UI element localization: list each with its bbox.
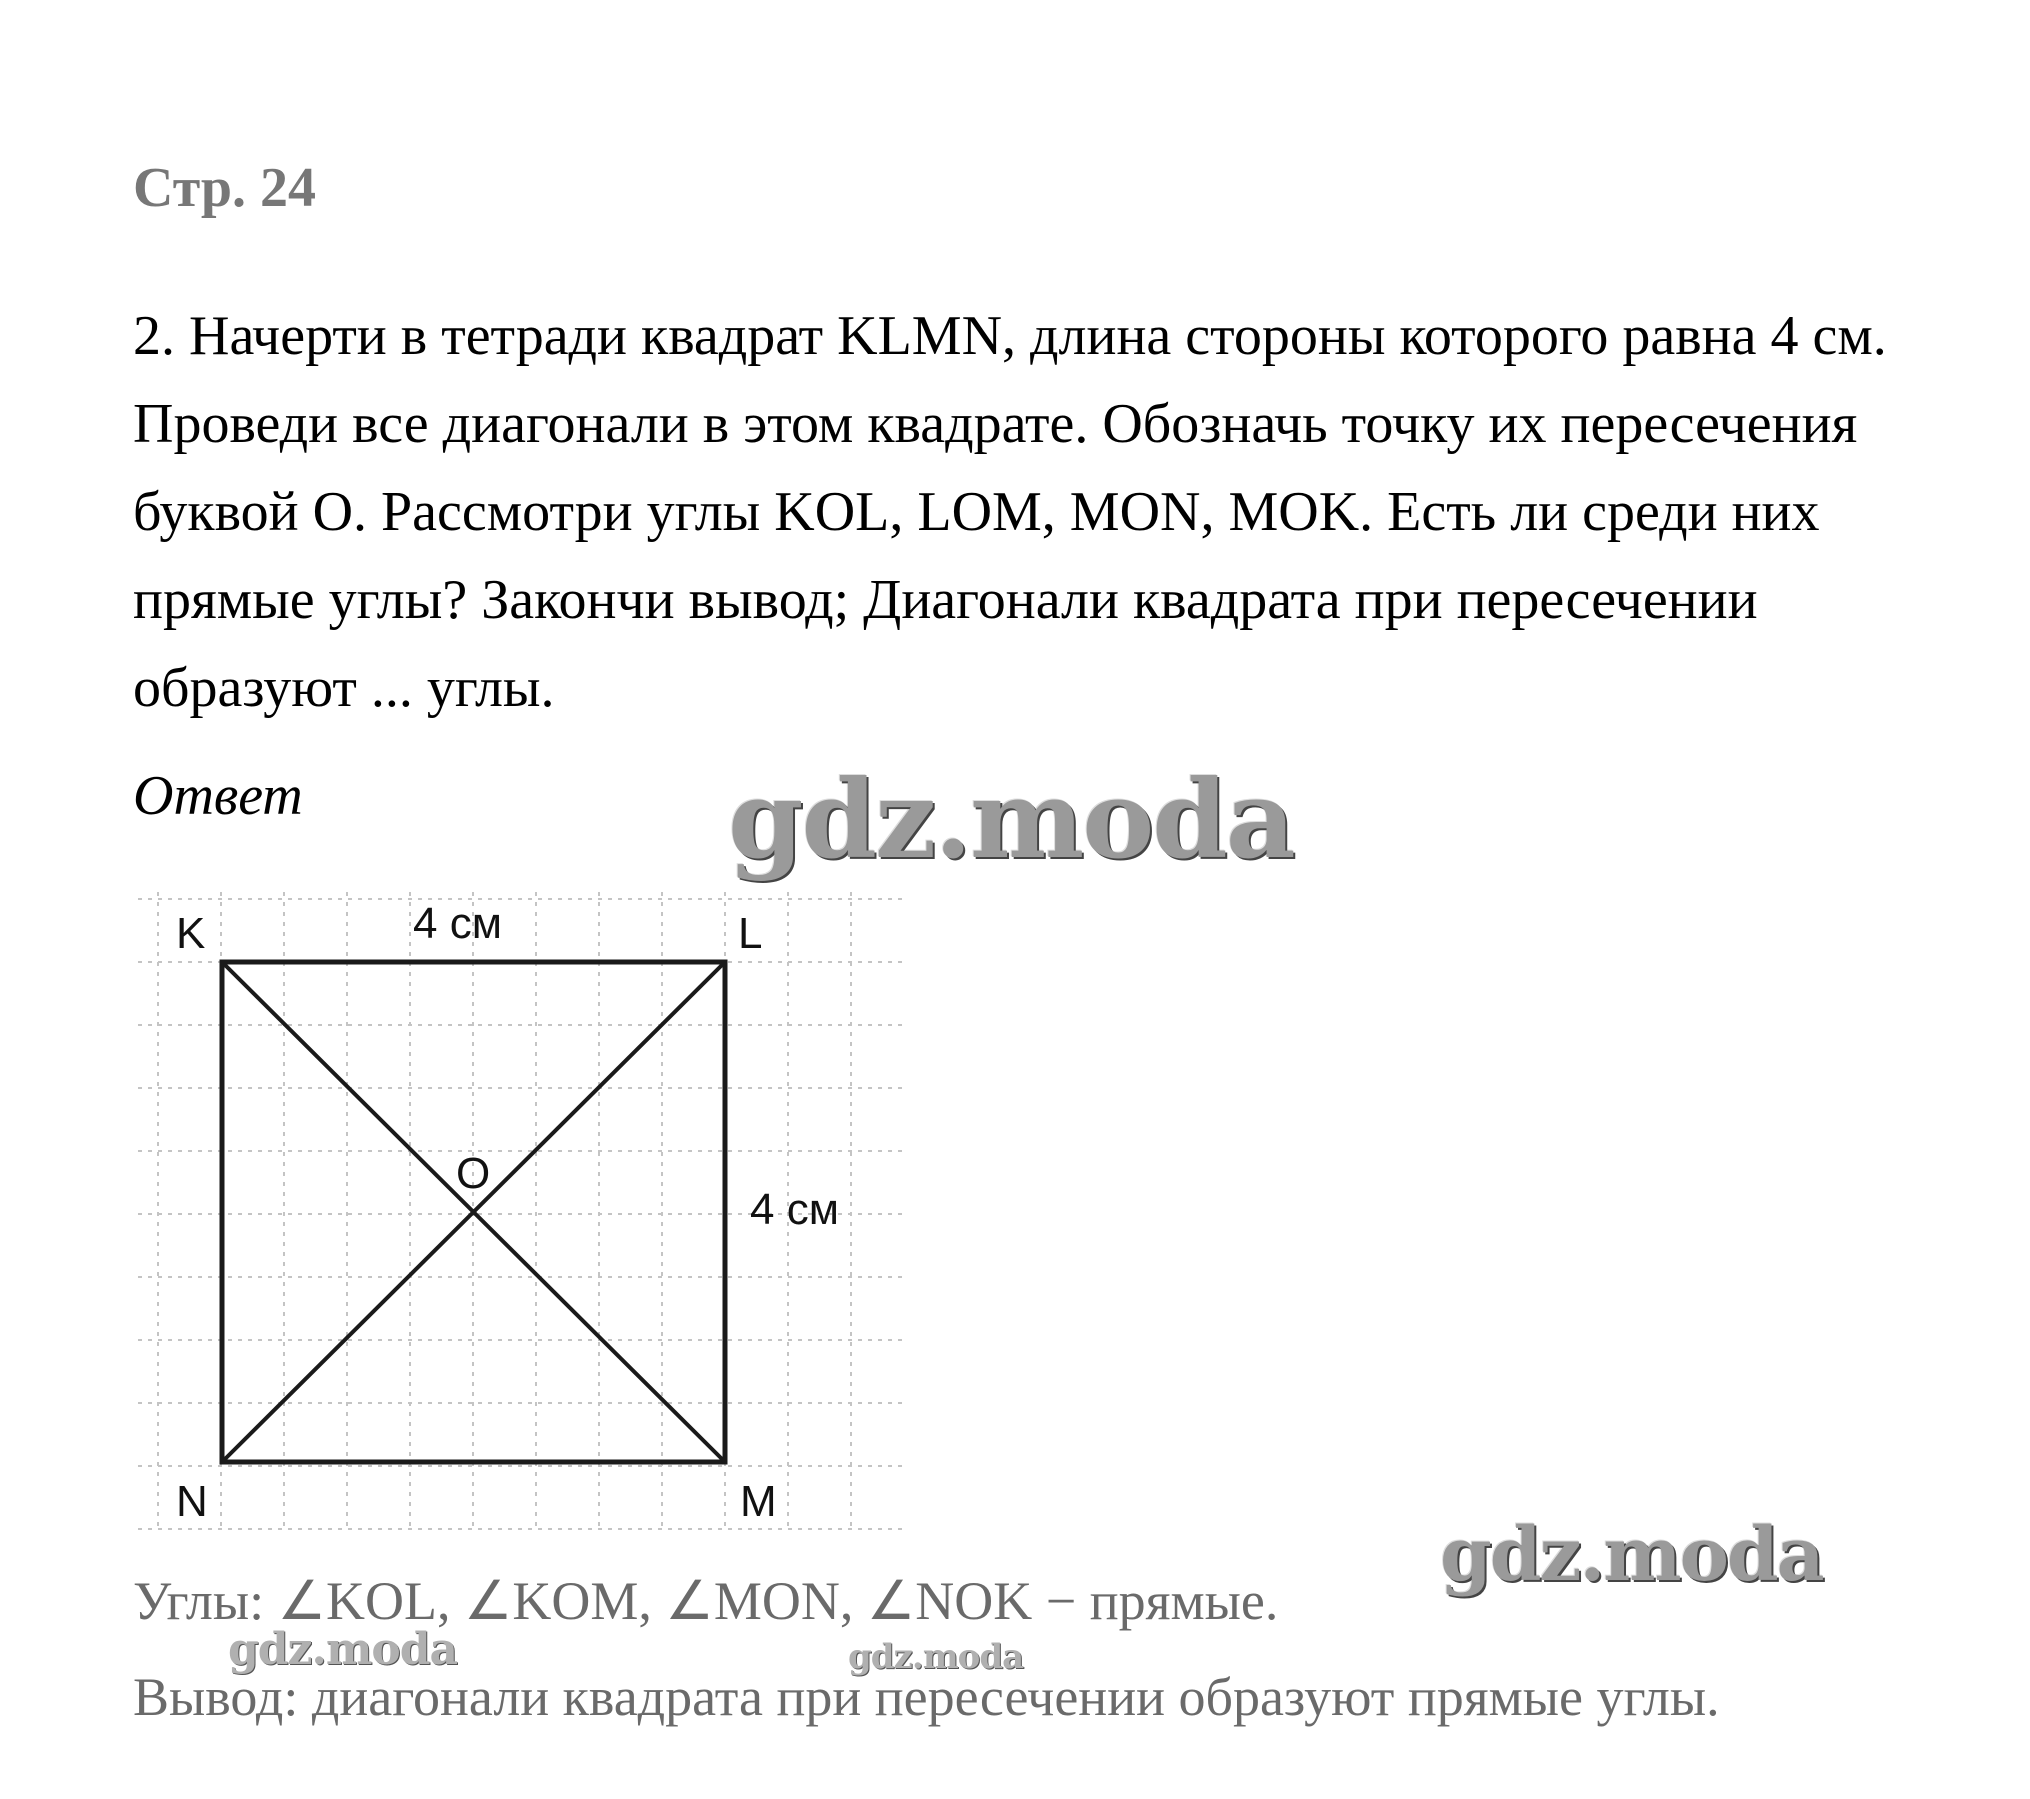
answer-angles: Углы: ∠KOL, ∠KOM, ∠MON, ∠NOK − прямые. [133,1571,1279,1631]
vertex-m-label: M [740,1477,777,1526]
right-side-length: 4 см [750,1185,839,1234]
watermark-logo: gdz.moda [848,1637,1024,1677]
watermark-logo: gdz.moda [1440,1512,1823,1598]
top-side-length: 4 см [413,899,502,948]
vertex-n-label: N [176,1477,208,1526]
vertex-l-label: L [738,909,763,958]
answer-conclusion: Вывод: диагонали квадрата при пересечении образуют прямые углы. [133,1667,1720,1727]
answer-label: Ответ [133,765,303,827]
vertex-k-label: K [176,909,206,958]
watermark-logo: gdz.moda [228,1624,458,1675]
task-text: 2. Начерти в тетради квадрат KLMN, длина стороны которого равна 4 см. Проведи все диагонали в этом квадрате. Обозначь точку их пересечения буквой O. Рассмотри углы KOL, LOM, MON, MOK. Есть ли среди них прямые углы? Закончи вывод; Диагонали квадрата при пересечении образуют ... углы. [133,305,1887,719]
center-o-label: O [456,1149,491,1198]
watermark-logo: gdz.moda [728,757,1294,883]
page-number: Стр. 24 [133,157,317,219]
